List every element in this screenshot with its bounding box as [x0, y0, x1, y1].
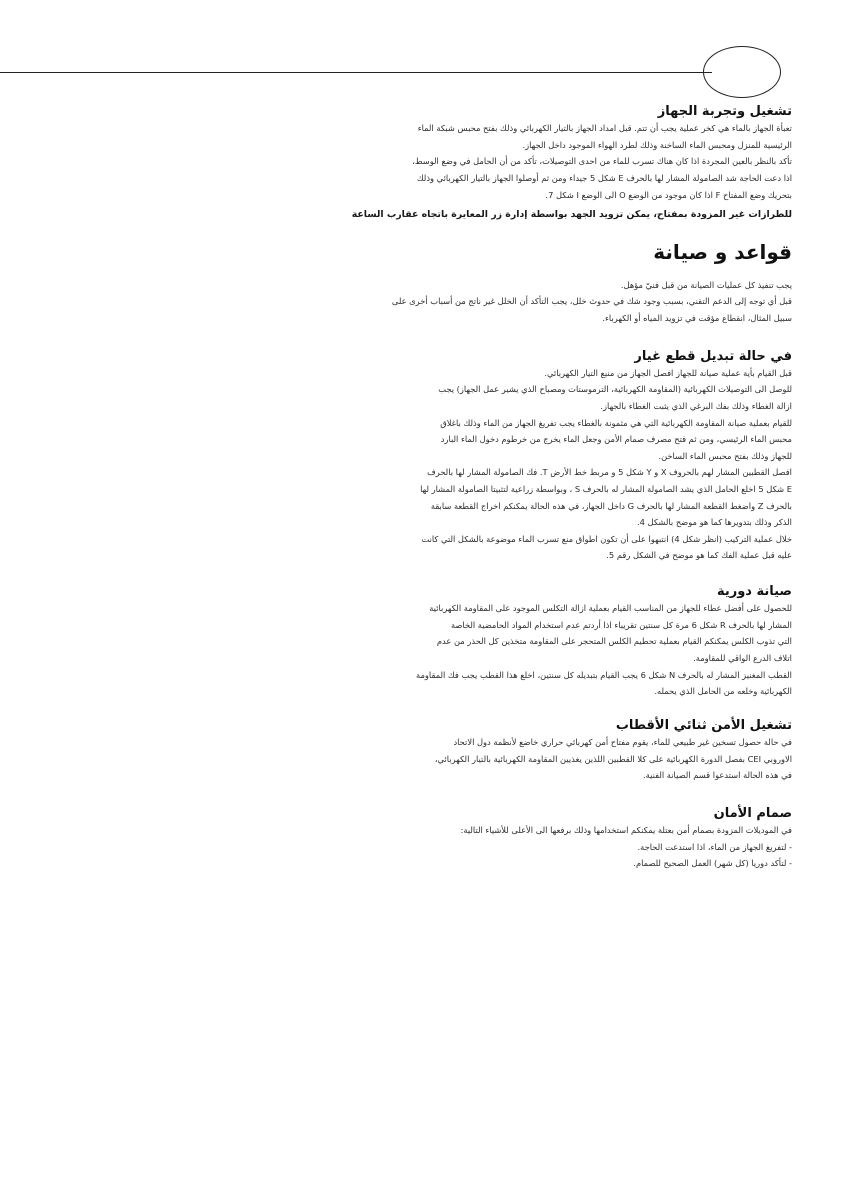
section-text-safety-valve: في الموديلات المزودة بصمام أمن بعتلة يمكنكم استخدامها وذلك برفعها الى الأعلى للأشياء التالية: - لتفريغ الجهاز من الماء، اذا استدعت الحاجة. - لتأكد دوريا (كل شهر) العمل الصحيح للصمام.	[460, 825, 792, 869]
section-text-bipolar-safety: في حالة حصول تسخين غير طبيعي للماء، يقوم مفتاح أمن كهربائي حراري خاضع لأنظمة دول الاتحاد الاوروبي CEI بفصل الدورة الكهربائية على كلا القطبين اللذين يغذيين المقاومة الكهربائية بالتيار الكهربائي، في هذه الحالة استدعوا قسم الصيانة الفنية.	[434, 737, 792, 781]
section-periodic-maintenance	[150, 584, 792, 700]
section-rules-maintenance	[150, 240, 792, 327]
section-title-operation: تشغيل وتجربة الجهاز	[657, 104, 792, 119]
section-text-operation: تعبأة الجهاز بالماء هي كخر عملية يجب أن تتم. قبل امداد الجهاز بالتيار الكهربائي وذلك بفتح محبس شبكة الماء الرئيسية للمنزل ومحبس الماء الساخنة وذلك لطرد الهواء الموجود داخل الجهاز. تأكد بالنظر بالعين المجردة اذا كان هناك تسرب للماء من احدى التوصيلات، تأكد من أن الحامل في وضع الوسط، اذا دعت الحاجة شد الصامولة المشار لها بالحرف E شكل 5 جيداء ومن ثم أوصلوا الجهاز بالتيار الكهربائي وذلك بتحريك وضع المفتاح F اذا كان موجود من الوضع O الى الوضع I شكل 7.	[412, 123, 792, 200]
section-title-rules-maintenance: قواعد و صيانة	[653, 239, 792, 264]
section-text-periodic-maintenance: للحصول على أفضل عطاء للجهاز من المناسب القيام بعملية ازالة التكلس الموجود على المقاومة الكهربائية المشار لها بالحرف R شكل 6 مرة كل سنتين تقريباء اذا أردتم عدم استخدام المواد الحامضية الخاصة التي تذوب الكلس يمكنكم القيام بعملية تحطيم الكلس المتحجر على المقاومة متخذين كل الحذر من عدم اتلاف الدرع الواقي للمقاومة. القطب المغنيز المشار له بالحرف N شكل 6 يجب القيام بتبديله كل سنتين، اخلع هذا القطب يجب فك المقاومة الكهربائية وخلعه من الحامل الذي يحمله.	[416, 603, 792, 697]
section-safety-valve	[150, 806, 792, 872]
page-content	[150, 104, 792, 872]
section-operation	[150, 104, 792, 224]
section-bipolar-safety	[150, 718, 792, 784]
section-title-safety-valve: صمام الأمان	[713, 805, 792, 821]
section-spare-parts	[150, 349, 792, 564]
section-text-spare-parts: قبل القيام بأية عملية صيانة للجهاز افصل الجهاز من منبع التيار الكهربائي. للوصل الى التوصيلات الكهربائية (المقاومة الكهربائية، الترموستات ومصباح الذي يشير عمل الجهاز) يجب ازالة الغطاء وذلك بفك البرغي الذي يثبت الغطاء بالجهاز. للقيام بعملية صيانة المقاومة الكهربائية التي هي مثمونة بالغطاء يجب تفريغ الجهاز من الماء وذلك باغلاق محبس الماء الرئيسي، ومن ثم فتح مصرف صمام الأمن وجعل الماء يخرج من خرطوم دخول الماء البارد للجهاز وذلك بفتح محبس الماء الساخن. افصل القطبين المشار لهم بالحروف X و Y شكل 5 و مربط خط الأرض T. فك الصامولة المشار لها بالحرف E شكل 5 اخلع الحامل الذي يشد الصامولة المشار له بالحرف S ، وبواسطة زراعية لتثبيتا الصامولة المشار لها بالحرف Z واضغط القطعة المشار لها بالحرف G داخل الجهاز، في هذه الحالة يمكنكم اخراج القطعة سابقة الذكر وذلك بتدويرها كما هو موضح بالشكل 4. خلال عملية التركيب (انظر شكل 4) انتبهوا على أن تكون اطواق منع تسرب الماء موضوعة بالشكل التي كانت عليه قبل عملية الفك كما هو موضح في الشكل رقم 5.	[420, 367, 792, 561]
section-title-periodic-maintenance: صيانة دورية	[716, 583, 792, 599]
section-title-bipolar-safety: تشغيل الأمن ثنائي الأقطاب	[615, 717, 792, 733]
header-rule	[0, 72, 712, 73]
operation-note: للطرازات غير المزودة بمفتاح، يمكن تزويد الجهد بواسطة إدارة زر المعايرة باتجاه عقارب الساعة	[351, 209, 792, 221]
section-text-rules-maintenance: يجب تنفيذ كل عمليات الصيانة من قبل فنيّ مؤهل. قبل أي توجه إلى الدعم التقني، بسبب وجود شك في حدوث خلل، يجب التأكد أن الخلل غير ناتج من أسباب أخرى على سبيل المثال، انقطاع مؤقت في تزويد المياه أو الكهرباء.	[391, 279, 792, 323]
section-title-spare-parts: في حالة تبديل قطع غيار	[634, 348, 792, 364]
page-number-oval	[703, 46, 781, 98]
